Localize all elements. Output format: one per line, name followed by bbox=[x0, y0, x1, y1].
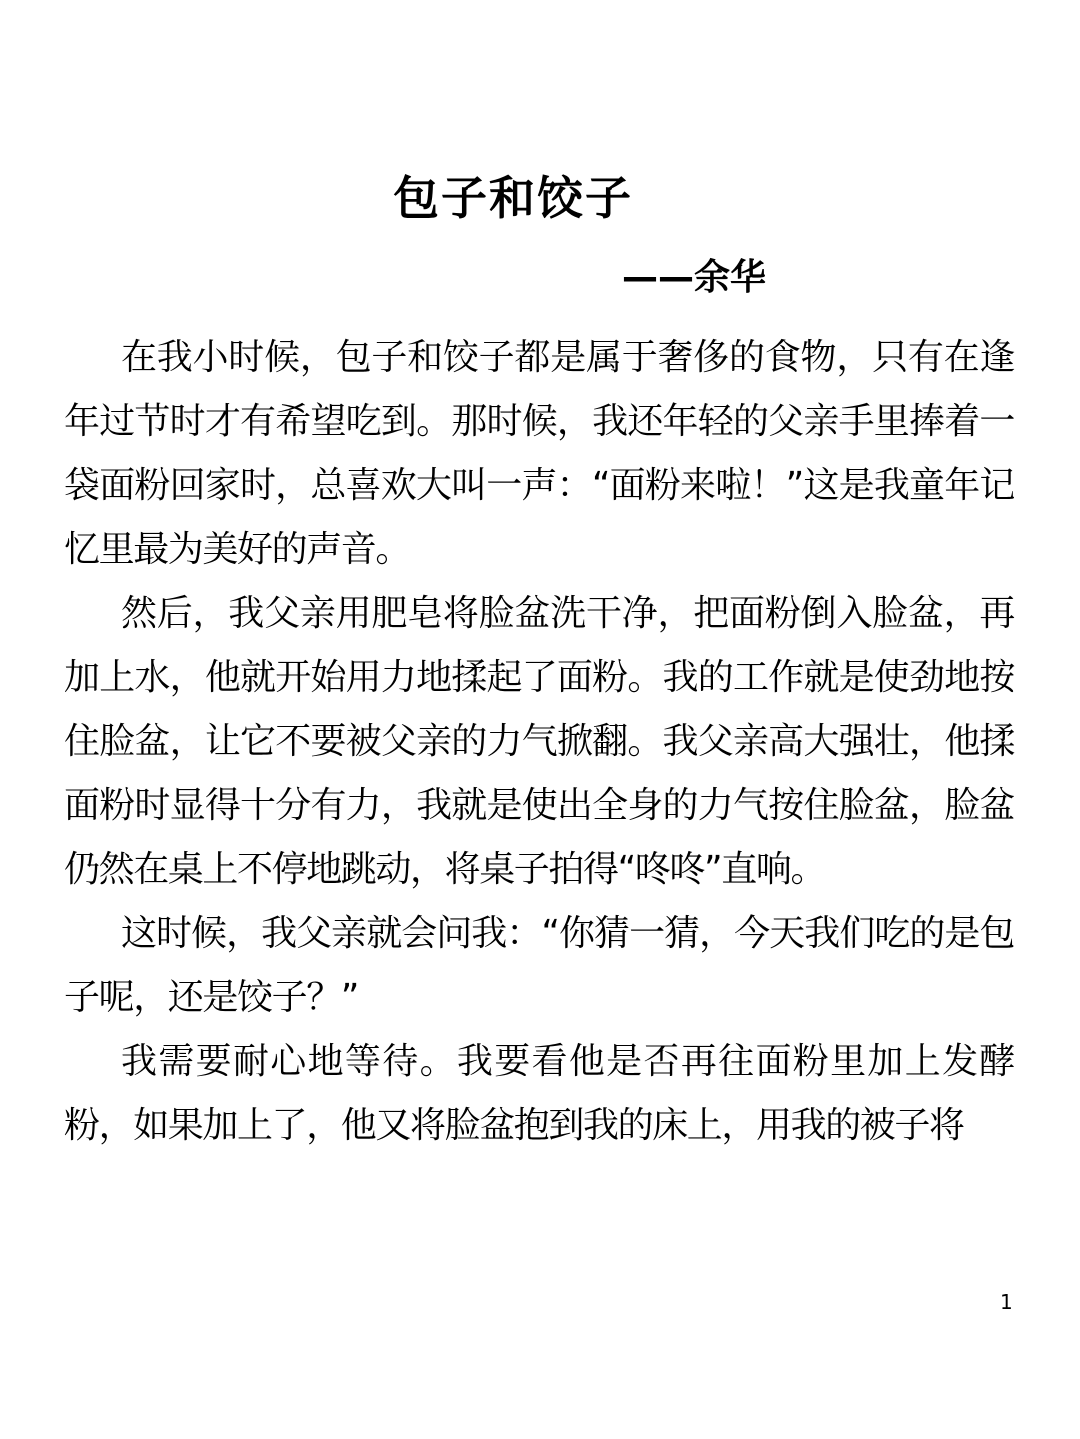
paragraph: 这时候，我父亲就会问我：“你猜一猜，今天我们吃的是包子呢，还是饺子？” bbox=[64, 913, 1014, 1018]
page-number: 1 bbox=[1000, 1290, 1013, 1314]
paragraph: 我需要耐心地等待。我要看他是否再往面粉里加上发酵粉，如果加上了，他又将脸盆抱到我的床上，用我的被子将 bbox=[64, 1041, 1014, 1146]
document-body bbox=[64, 326, 1014, 1158]
paragraph: 在我小时候，包子和饺子都是属于奢侈的食物，只有在逢年过节时才有希望吃到。那时候，我还年轻的父亲手里捧着一袋面粉回家时，总喜欢大叫一声：“面粉来啦！”这是我童年记忆里最为美好的声音。 bbox=[64, 337, 1014, 570]
paragraph: 然后，我父亲用肥皂将脸盆洗干净，把面粉倒入脸盆，再加上水，他就开始用力地揉起了面粉。我的工作就是使劲地按住脸盆，让它不要被父亲的力气掀翻。我父亲高大强壮，他揉面粉时显得十分有力，我就是使出全身的力气按住脸盆，脸盆仍然在桌上不停地跳动，将桌子拍得“咚咚”直响。 bbox=[64, 593, 1014, 890]
document-author: ——余华 bbox=[622, 257, 767, 298]
document-title: 包子和饺子 bbox=[393, 171, 633, 225]
